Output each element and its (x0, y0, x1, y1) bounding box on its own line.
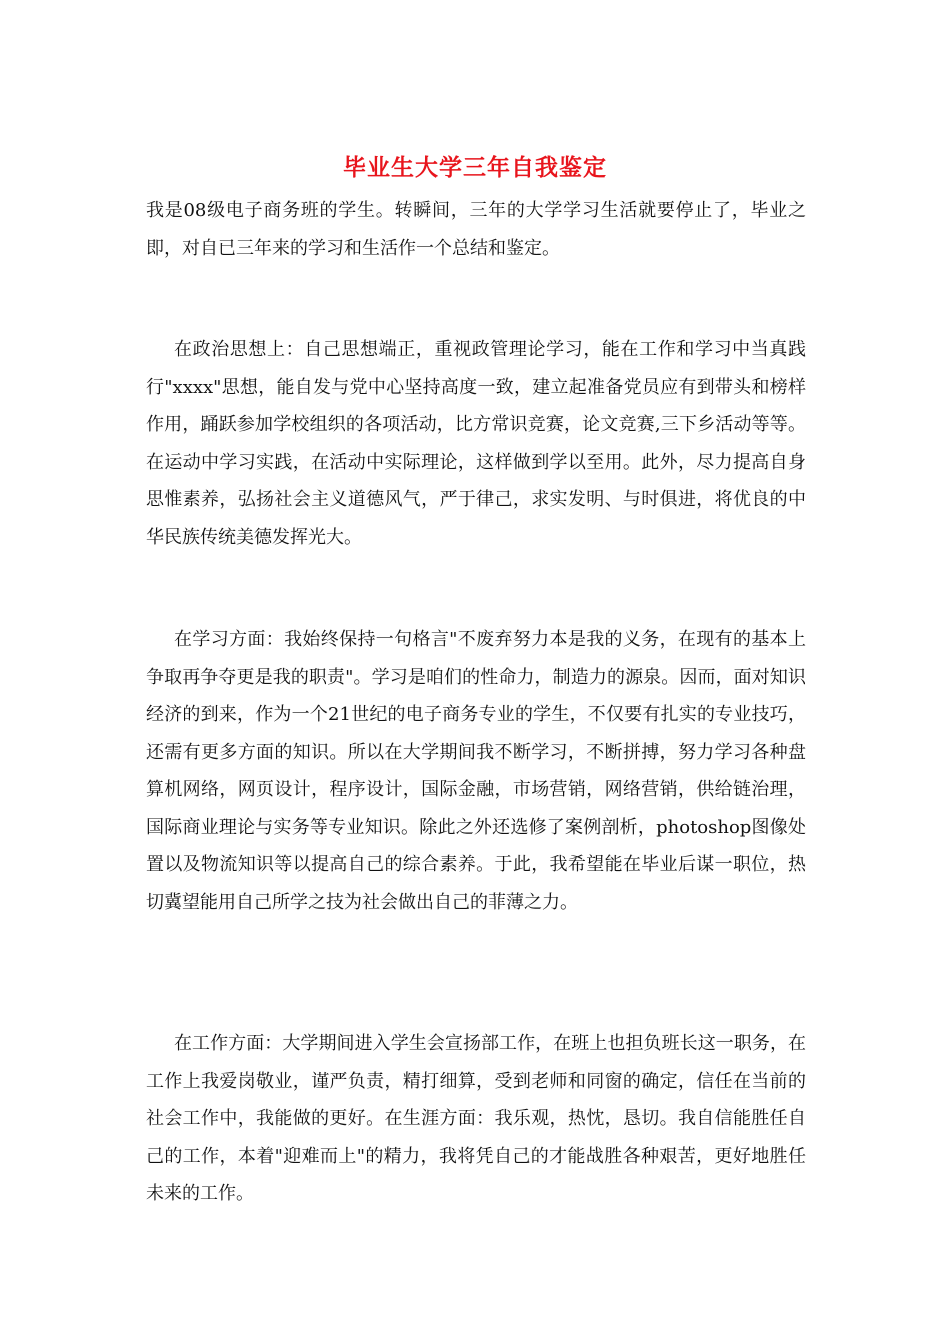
paragraph-work: 在工作方面：大学期间进入学生会宣扬部工作，在班上也担负班长这一职务，在工作上我爱岗敬业，谨严负责，精打细算，受到老师和同窗的确定，信任在当前的社会工作中，我能做的更好。在生涯方面：我乐观，热忱，恳切。我自信能胜任自己的工作，本着"迎难而上"的精力，我将凭自己的才能战胜各种艰苦，更好地胜任未来的工作。 (146, 1033, 806, 1204)
paragraph-study: 在学习方面：我始终保持一句格言"不废弃努力本是我的义务，在现有的基本上争取再争夺更是我的职责"。学习是咱们的性命力，制造力的源泉。因而，面对知识经济的到来，作为一个21世纪的电子商务专业的学生，不仅要有扎实的专业技巧，还需有更多方面的知识。所以在大学期间我不断学习，不断拼搏，努力学习各种盘算机网络，网页设计，程序设计，国际金融，市场营销，网络营销，供给链治理，国际商业理论与实务等专业知识。除此之外还选修了案例剖析，photoshop图像处置以及物流知识等以提高自己的综合素养。于此，我希望能在毕业后谋一职位，热切冀望能用自己所学之技为社会做出自己的菲薄之力。 (146, 629, 806, 913)
paragraph-intro: 我是08级电子商务班的学生。转瞬间，三年的大学学习生活就要停止了，毕业之即，对自已三年来的学习和生活作一个总结和鉴定。 (146, 200, 806, 259)
paragraph-political-thought: 在政治思想上：自己思想端正，重视政管理论学习，能在工作和学习中当真践行"xxxx"思想，能自发与党中心坚持高度一致，建立起准备党员应有到带头和榜样作用，踊跃参加学校组织的各项活动，比方常识竞赛，论文竞赛,三下乡活动等等。在运动中学习实践，在活动中实际理论，这样做到学以至用。此外，尽力提高自身思惟素养，弘扬社会主义道德风气，严于律己，求实发明、与时俱进，将优良的中华民族传统美德发挥光大。 (146, 339, 806, 548)
document-title: 毕业生大学三年自我鉴定 (343, 154, 607, 181)
